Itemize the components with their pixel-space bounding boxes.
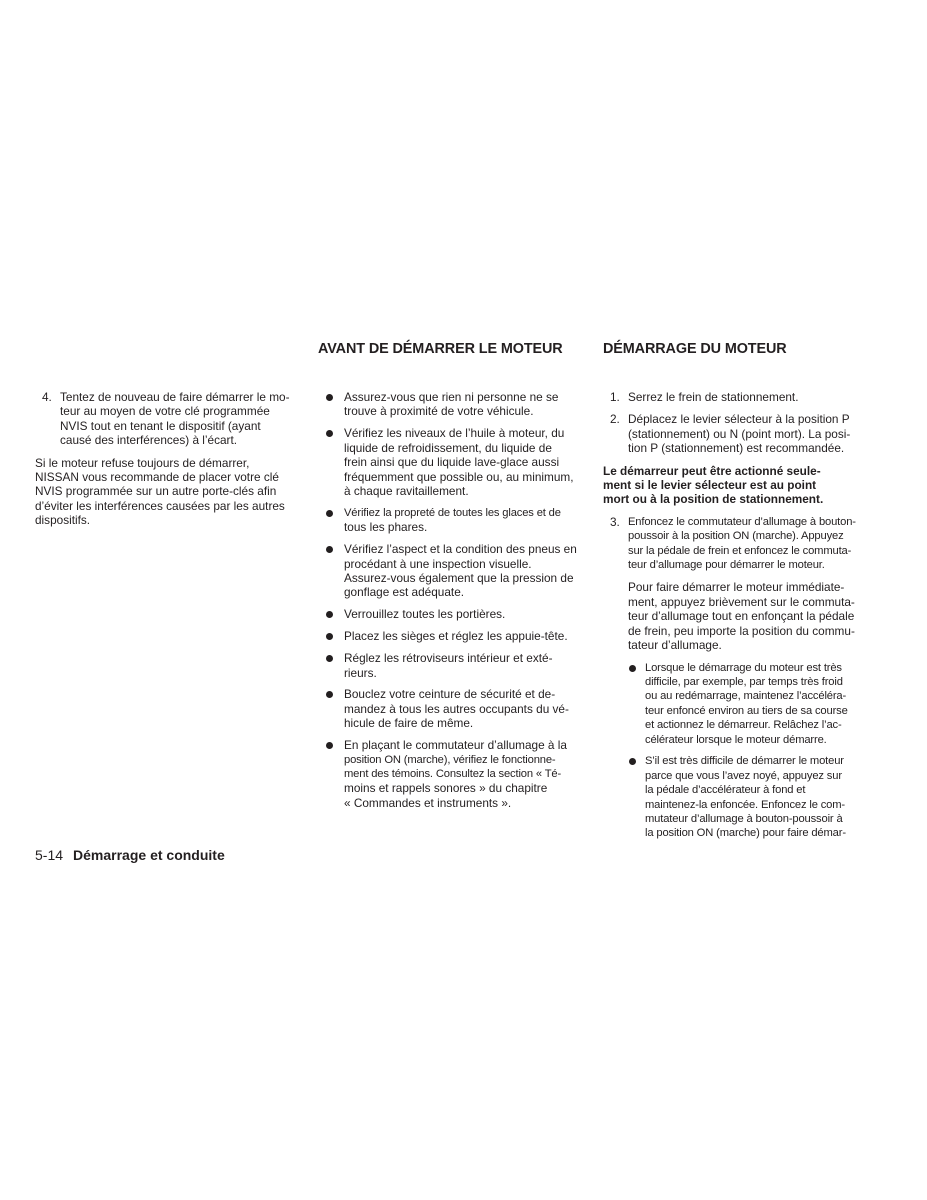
step-body xyxy=(628,412,865,455)
text-line: la position ON (marche) pour faire démar- xyxy=(645,827,846,840)
text-line: Verrouillez toutes les portières. xyxy=(344,607,506,622)
text-line: frein ainsi que du liquide lave-glace aussi xyxy=(344,455,560,470)
bullet-dot-icon xyxy=(318,687,344,730)
step-body xyxy=(628,390,865,404)
text-line: Bouclez votre ceinture de sécurité et de- xyxy=(344,687,556,702)
bullet-body xyxy=(344,738,581,810)
bullet-item xyxy=(318,629,581,643)
text-line: parce que vous l’avez noyé, appuyez sur xyxy=(645,769,842,782)
text-line: rieurs. xyxy=(344,665,377,680)
text-line: Pour faire démarrer le moteur immédiate- xyxy=(628,580,845,595)
bullet-item xyxy=(318,426,581,498)
paragraph xyxy=(35,456,297,528)
text-line: Enfoncez le commutateur d’allumage à bouton- xyxy=(628,515,856,528)
right-column xyxy=(603,390,865,848)
bullet-body xyxy=(344,629,581,643)
text-line: ou au redémarrage, maintenez l’accéléra- xyxy=(645,690,847,703)
bullet-item xyxy=(318,542,581,600)
text-line: NVIS tout en tenant le dispositif (ayant xyxy=(60,418,261,433)
text-line: Vérifiez la propreté de toutes les glaces et de xyxy=(344,506,561,519)
text-line: « Commandes et instruments ». xyxy=(344,795,512,810)
text-line: Le démarreur peut être actionné seule- xyxy=(603,463,821,478)
text-line: ment des témoins. Consultez la section « Té- xyxy=(344,767,562,780)
text-line: NVIS programmée sur un autre porte-clés afin xyxy=(35,484,277,499)
text-line: et actionnez le démarreur. Relâchez l’ac- xyxy=(645,719,842,732)
bullet-dot-icon xyxy=(628,754,645,840)
text-line: poussoir à la position ON (marche). Appuyez xyxy=(628,530,844,543)
bullet-dot-icon xyxy=(318,629,344,643)
step-number: 1. xyxy=(610,390,620,404)
text-line: tous les phares. xyxy=(344,520,428,535)
text-line: Lorsque le démarrage du moteur est très xyxy=(645,661,842,674)
bullet-item xyxy=(318,506,581,535)
bullet-item xyxy=(318,651,581,680)
bullet-body xyxy=(645,754,865,840)
text-line: à chaque ravitaillement. xyxy=(344,483,469,498)
item-number: 4. xyxy=(42,390,52,404)
text-line: Assurez-vous que rien ni personne ne se xyxy=(344,390,559,404)
left-column xyxy=(35,390,297,536)
section-title: Démarrage et conduite xyxy=(73,847,225,863)
text-line: teur au moyen de votre clé programmée xyxy=(60,404,270,419)
heading-demarrage-du-moteur: DÉMARRAGE DU MOTEUR xyxy=(603,341,787,357)
text-line: position ON (marche), vérifiez le fonctionne- xyxy=(344,753,556,766)
text-line: Vérifiez l’aspect et la condition des pneus en xyxy=(344,542,577,557)
numbered-step-1 xyxy=(603,390,865,404)
bullet-dot-icon xyxy=(628,661,645,747)
numbered-step-2 xyxy=(603,412,865,455)
bullet-item xyxy=(318,687,581,730)
sub-bullet-list xyxy=(628,661,865,841)
bullet-dot-icon xyxy=(318,390,344,419)
bullet-body xyxy=(344,607,581,621)
text-line: fréquemment que possible ou, au minimum, xyxy=(344,469,574,484)
text-line: En plaçant le commutateur d’allumage à la xyxy=(344,738,567,753)
text-line: Réglez les rétroviseurs intérieur et exté- xyxy=(344,651,553,666)
step-body xyxy=(628,515,865,573)
bullet-item xyxy=(318,390,581,419)
text-line: procédant à une inspection visuelle. xyxy=(344,556,532,571)
text-line: (stationnement) ou N (point mort). La posi- xyxy=(628,426,851,441)
text-line: d’éviter les interférences causées par les autres xyxy=(35,498,285,513)
bullet-dot-icon xyxy=(318,607,344,621)
middle-column xyxy=(318,390,581,818)
bullet-dot-icon xyxy=(318,506,344,535)
text-line: maintenez-la enfoncée. Enfoncez le com- xyxy=(645,798,845,811)
text-line: sur la pédale de frein et enfoncez le commuta- xyxy=(628,544,852,557)
heading-avant-de-demarrer: AVANT DE DÉMARRER LE MOTEUR xyxy=(318,341,563,357)
bullet-item xyxy=(318,738,581,810)
bullet-body xyxy=(344,687,581,730)
text-line: teur enfoncé environ au tiers de sa course xyxy=(645,704,848,717)
step-number: 2. xyxy=(610,412,620,427)
text-line: célérateur lorsque le moteur démarre. xyxy=(645,733,827,746)
page-number: 5-14 xyxy=(35,847,64,863)
bullet-dot-icon xyxy=(318,542,344,600)
item-body xyxy=(60,390,297,448)
text-line: Serrez le frein de stationnement. xyxy=(628,390,799,404)
text-line: teur d’allumage tout en enfonçant la pédale xyxy=(628,609,855,624)
text-line: ment si le levier sélecteur est au point xyxy=(603,478,817,493)
text-line: de frein, peu importe la position du commu- xyxy=(628,623,855,638)
text-line: Tentez de nouveau de faire démarrer le mo- xyxy=(60,390,290,404)
text-line: mutateur d’allumage à bouton-poussoir à xyxy=(645,813,843,826)
bullet-body xyxy=(344,426,581,498)
text-line: NISSAN vous recommande de placer votre clé xyxy=(35,470,279,485)
bullet-body xyxy=(645,661,865,747)
text-line: Déplacez le levier sélecteur à la position P xyxy=(628,412,850,427)
numbered-step-3 xyxy=(603,515,865,573)
page-footer xyxy=(35,847,225,863)
text-line: liquide de refroidissement, du liquide de xyxy=(344,440,552,455)
bullet-item xyxy=(318,607,581,621)
step-number: 3. xyxy=(610,514,620,529)
text-line: difficile, par exemple, par temps très froid xyxy=(645,675,843,688)
text-line: mort ou à la position de stationnement. xyxy=(603,492,824,507)
bullet-dot-icon xyxy=(318,651,344,680)
text-line: moins et rappels sonores » du chapitre xyxy=(344,781,548,796)
sub-bullet-item xyxy=(628,754,865,840)
text-line: tion P (stationnement) est recommandée. xyxy=(628,441,845,456)
text-line: ment, appuyez brièvement sur le commuta- xyxy=(628,594,855,609)
bold-warning-note xyxy=(603,464,865,507)
text-line: S’il est très difficile de démarrer le moteur xyxy=(645,755,844,768)
bullet-body xyxy=(344,542,581,600)
text-line: la pédale d’accélérateur à fond et xyxy=(645,784,806,797)
text-line: Si le moteur refuse toujours de démarrer, xyxy=(35,455,250,470)
sub-bullet-item xyxy=(628,661,865,747)
text-line: gonflage est adéquate. xyxy=(344,585,465,600)
text-line: dispositifs. xyxy=(35,513,91,528)
text-line: tateur d’allumage. xyxy=(628,638,722,653)
text-line: hicule de faire de même. xyxy=(344,716,474,731)
bullet-body xyxy=(344,651,581,680)
text-line: Placez les sièges et réglez les appuie-tête. xyxy=(344,629,568,644)
bullet-dot-icon xyxy=(318,738,344,810)
text-line: trouve à proximité de votre véhicule. xyxy=(344,404,534,419)
bullet-body xyxy=(344,390,581,419)
text-line: mandez à tous les autres occupants du vé- xyxy=(344,701,569,716)
text-line: causé des interférences) à l’écart. xyxy=(60,433,238,448)
text-line: teur d’allumage pour démarrer le moteur. xyxy=(628,559,825,572)
bullet-body xyxy=(344,506,581,535)
step3-paragraph xyxy=(628,580,865,652)
text-line: Vérifiez les niveaux de l’huile à moteur, du xyxy=(344,426,565,441)
text-line: Assurez-vous également que la pression de xyxy=(344,570,574,585)
numbered-item-4 xyxy=(35,390,297,448)
bullet-dot-icon xyxy=(318,426,344,498)
